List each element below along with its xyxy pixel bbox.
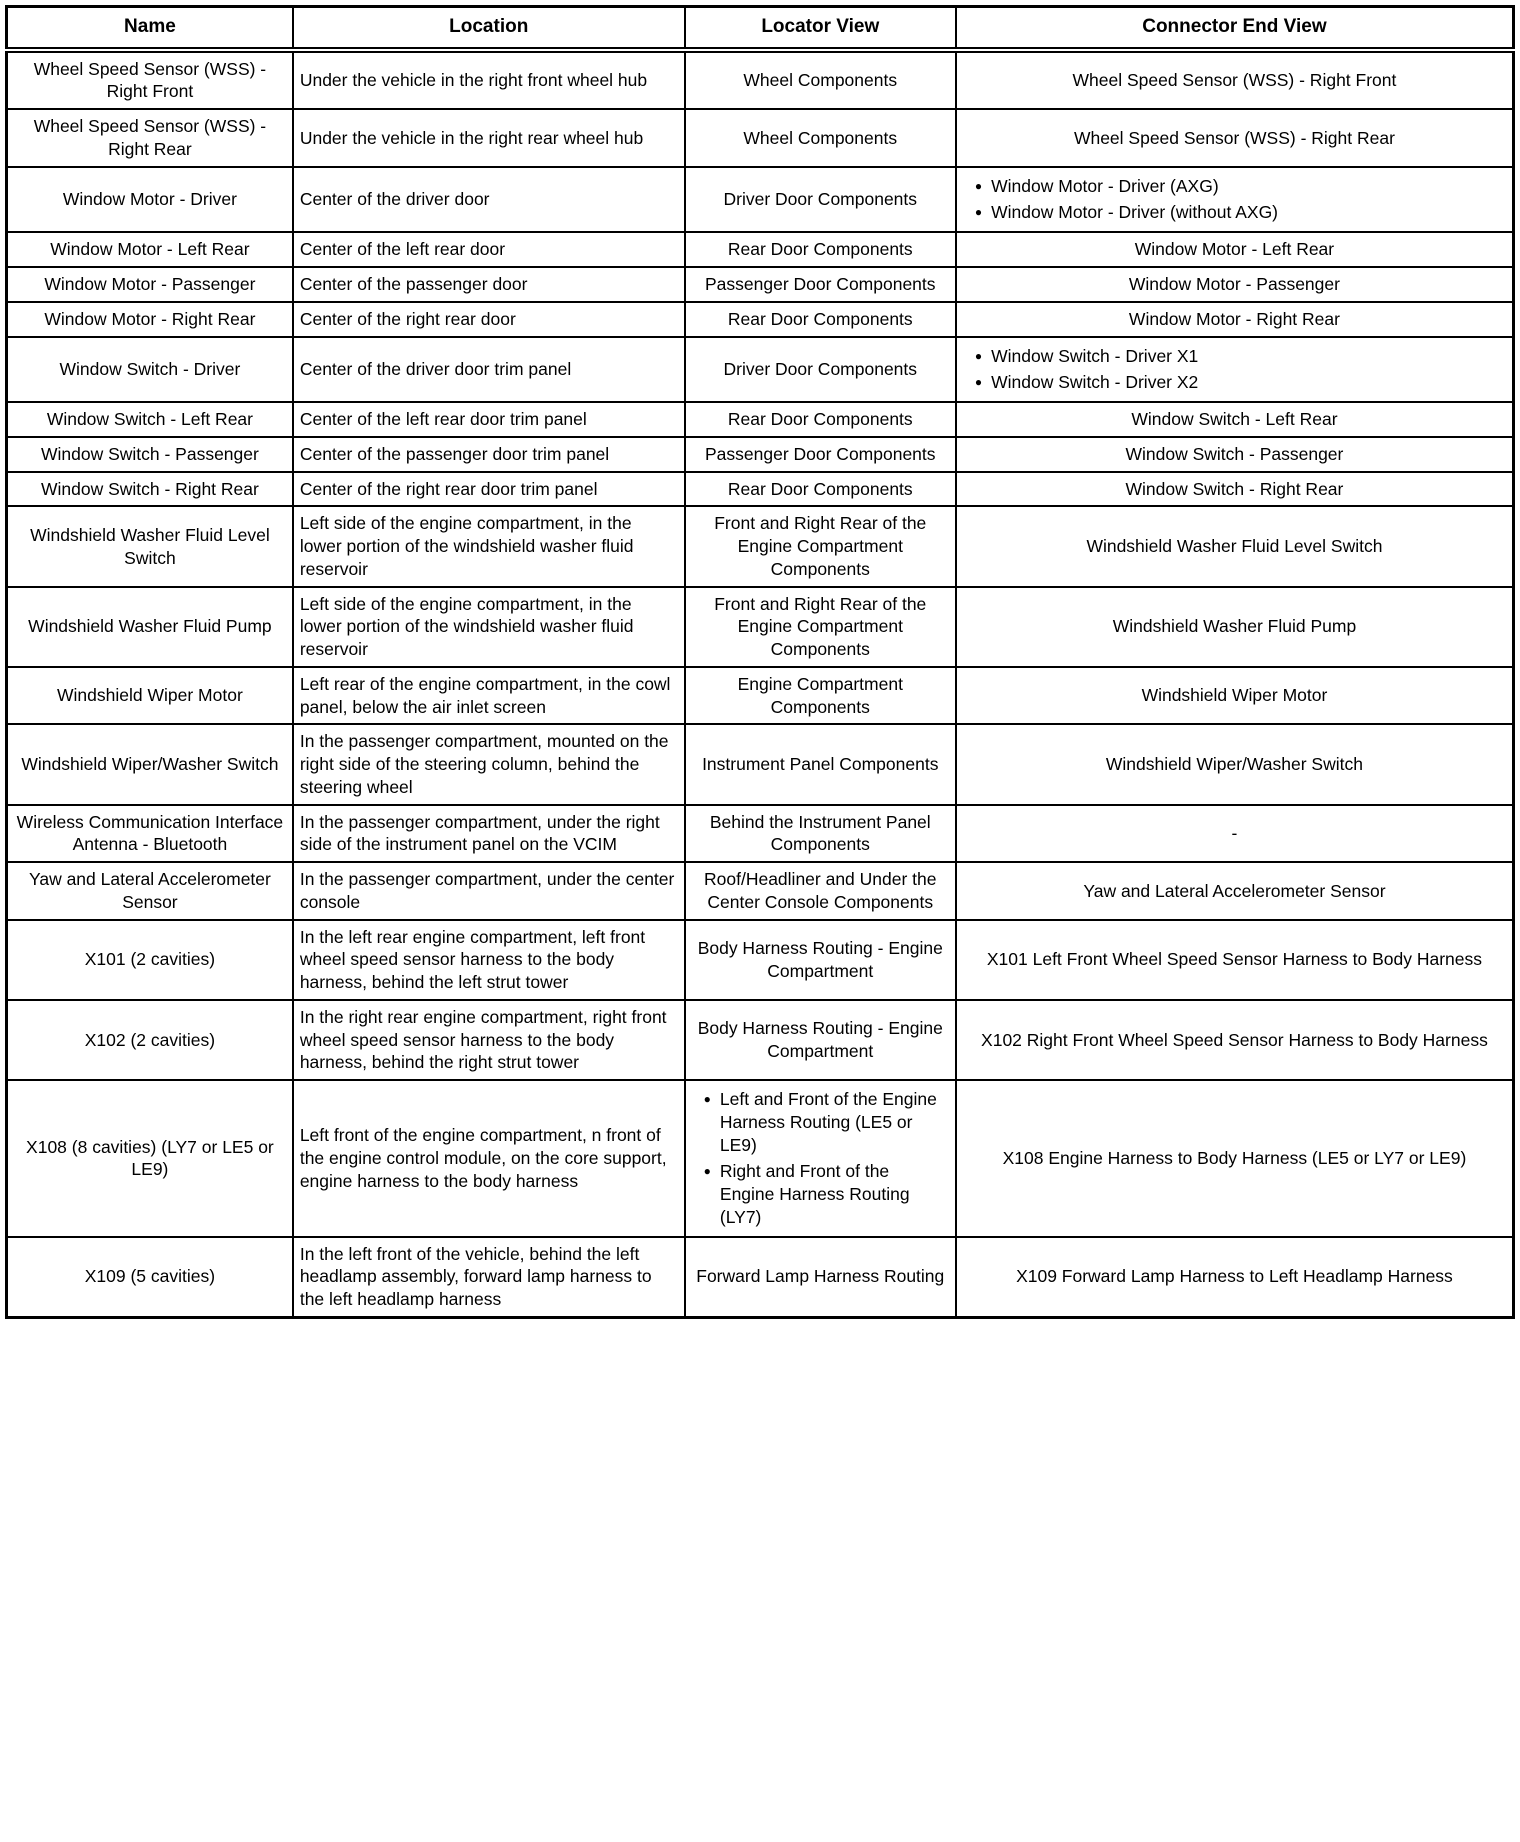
cell-locator: Rear Door Components [685,232,956,267]
cell-location: Center of the driver door trim panel [293,337,685,403]
cell-location: Under the vehicle in the right front wheel hub [293,50,685,110]
cell-name: Window Motor - Right Rear [7,302,293,337]
bullet-text: Window Motor - Driver (without AXG) [991,202,1279,223]
table-row [7,109,1514,167]
cell-location: In the passenger compartment, under the center console [293,862,685,920]
cell-locator: Instrument Panel Components [685,724,956,804]
table-body [7,50,1514,1318]
table-row [7,667,1514,725]
bullet-item [965,343,1504,370]
table-row [7,920,1514,1000]
cell-location: In the left rear engine compartment, left front wheel speed sensor harness to the body harness, behind the left strut tower [293,920,685,1000]
table-row [7,1237,1514,1318]
cell-name: X101 (2 cavities) [7,920,293,1000]
cell-name: Window Switch - Driver [7,337,293,403]
cell-connector: Windshield Washer Fluid Pump [956,587,1514,667]
cell-name: Window Switch - Passenger [7,437,293,472]
table-row [7,472,1514,507]
bullet-icon: ● [974,348,983,363]
cell-location: In the passenger compartment, under the right side of the instrument panel on the VCIM [293,805,685,863]
cell-location: In the passenger compartment, mounted on the right side of the steering column, behind the steering wheel [293,724,685,804]
bullet-item [694,1086,947,1158]
bullet-icon: ● [703,1164,711,1179]
cell-locator: Behind the Instrument Panel Components [685,805,956,863]
cell-location: Under the vehicle in the right rear wheel hub [293,109,685,167]
connector-location-table [5,5,1515,1319]
table-row [7,1000,1514,1080]
cell-connector [956,167,1514,233]
cell-location: Left side of the engine compartment, in the lower portion of the windshield washer fluid reservoir [293,587,685,667]
cell-name: Wheel Speed Sensor (WSS) - Right Front [7,50,293,110]
header-row [7,7,1514,50]
cell-locator: Front and Right Rear of the Engine Compartment Components [685,506,956,586]
cell-name: X109 (5 cavities) [7,1237,293,1318]
bullet-icon: ● [703,1092,711,1107]
cell-locator: Driver Door Components [685,337,956,403]
cell-name: Wireless Communication Interface Antenna - Bluetooth [7,805,293,863]
cell-name: Window Switch - Left Rear [7,402,293,437]
cell-connector: Window Motor - Left Rear [956,232,1514,267]
cell-name: Windshield Washer Fluid Level Switch [7,506,293,586]
cell-locator: Body Harness Routing - Engine Compartment [685,1000,956,1080]
cell-location: Center of the passenger door [293,267,685,302]
cell-connector: Windshield Wiper Motor [956,667,1514,725]
cell-connector: X101 Left Front Wheel Speed Sensor Harness to Body Harness [956,920,1514,1000]
cell-name: Wheel Speed Sensor (WSS) - Right Rear [7,109,293,167]
table-row [7,267,1514,302]
cell-location: Left side of the engine compartment, in the lower portion of the windshield washer fluid reservoir [293,506,685,586]
bullet-item [965,369,1504,396]
cell-location: In the right rear engine compartment, right front wheel speed sensor harness to the body harness, behind the right strut tower [293,1000,685,1080]
table-row [7,587,1514,667]
table-row [7,1080,1514,1237]
cell-location: Center of the right rear door trim panel [293,472,685,507]
cell-connector: Windshield Washer Fluid Level Switch [956,506,1514,586]
cell-location: Center of the driver door [293,167,685,233]
cell-locator: Driver Door Components [685,167,956,233]
cell-connector: - [956,805,1514,863]
bullet-item [694,1158,947,1230]
bullet-icon: ● [974,205,983,220]
cell-locator: Rear Door Components [685,402,956,437]
table-row [7,724,1514,804]
bullet-text: Window Motor - Driver (AXG) [991,175,1219,196]
cell-connector: Window Motor - Passenger [956,267,1514,302]
cell-location: In the left front of the vehicle, behind the left headlamp assembly, forward lamp harness to the left headlamp harness [293,1237,685,1318]
bullet-text: Window Switch - Driver X2 [991,372,1199,393]
table-row [7,402,1514,437]
table-row [7,805,1514,863]
bullet-text: Window Switch - Driver X1 [991,345,1199,366]
cell-location: Left front of the engine compartment, n front of the engine control module, on the core support, engine harness to the body harness [293,1080,685,1237]
cell-name: Window Motor - Passenger [7,267,293,302]
cell-name: Windshield Wiper Motor [7,667,293,725]
bullet-item [965,199,1504,226]
cell-connector: X109 Forward Lamp Harness to Left Headlamp Harness [956,1237,1514,1318]
cell-locator: Passenger Door Components [685,437,956,472]
table-header [7,7,1514,50]
cell-name: Window Motor - Driver [7,167,293,233]
bullet-icon: ● [974,178,983,193]
cell-connector: Windshield Wiper/Washer Switch [956,724,1514,804]
cell-locator [685,1080,956,1237]
cell-location: Left rear of the engine compartment, in the cowl panel, below the air inlet screen [293,667,685,725]
header-location: Location [293,7,685,50]
cell-name: Yaw and Lateral Accelerometer Sensor [7,862,293,920]
cell-location: Center of the left rear door trim panel [293,402,685,437]
cell-connector [956,337,1514,403]
header-name: Name [7,7,293,50]
cell-locator: Rear Door Components [685,302,956,337]
bullet-text: Right and Front of the Engine Harness Routing (LY7) [719,1161,910,1227]
table-row [7,437,1514,472]
cell-location: Center of the right rear door [293,302,685,337]
cell-locator: Wheel Components [685,109,956,167]
cell-connector: X102 Right Front Wheel Speed Sensor Harness to Body Harness [956,1000,1514,1080]
cell-locator: Wheel Components [685,50,956,110]
table-row [7,302,1514,337]
table-row [7,506,1514,586]
cell-locator: Engine Compartment Components [685,667,956,725]
header-connector-end-view: Connector End View [956,7,1514,50]
cell-location: Center of the passenger door trim panel [293,437,685,472]
bullet-item [965,173,1504,200]
bullet-icon: ● [974,375,983,390]
cell-connector: Window Switch - Passenger [956,437,1514,472]
header-locator-view: Locator View [685,7,956,50]
cell-connector: Window Switch - Left Rear [956,402,1514,437]
cell-name: Window Switch - Right Rear [7,472,293,507]
table-row [7,50,1514,110]
cell-connector: Wheel Speed Sensor (WSS) - Right Front [956,50,1514,110]
cell-connector: Window Switch - Right Rear [956,472,1514,507]
cell-locator: Rear Door Components [685,472,956,507]
cell-locator: Passenger Door Components [685,267,956,302]
cell-connector: Yaw and Lateral Accelerometer Sensor [956,862,1514,920]
table-row [7,232,1514,267]
cell-locator: Body Harness Routing - Engine Compartment [685,920,956,1000]
cell-locator: Forward Lamp Harness Routing [685,1237,956,1318]
cell-connector: Wheel Speed Sensor (WSS) - Right Rear [956,109,1514,167]
table-row [7,862,1514,920]
cell-name: Windshield Washer Fluid Pump [7,587,293,667]
cell-connector: Window Motor - Right Rear [956,302,1514,337]
cell-name: X108 (8 cavities) (LY7 or LE5 or LE9) [7,1080,293,1237]
cell-name: X102 (2 cavities) [7,1000,293,1080]
cell-name: Window Motor - Left Rear [7,232,293,267]
cell-locator: Roof/Headliner and Under the Center Console Components [685,862,956,920]
table-row [7,167,1514,233]
cell-name: Windshield Wiper/Washer Switch [7,724,293,804]
bullet-text: Left and Front of the Engine Harness Routing (LE5 or LE9) [719,1089,937,1155]
cell-location: Center of the left rear door [293,232,685,267]
table-row [7,337,1514,403]
cell-connector: X108 Engine Harness to Body Harness (LE5 or LY7 or LE9) [956,1080,1514,1237]
cell-locator: Front and Right Rear of the Engine Compartment Components [685,587,956,667]
